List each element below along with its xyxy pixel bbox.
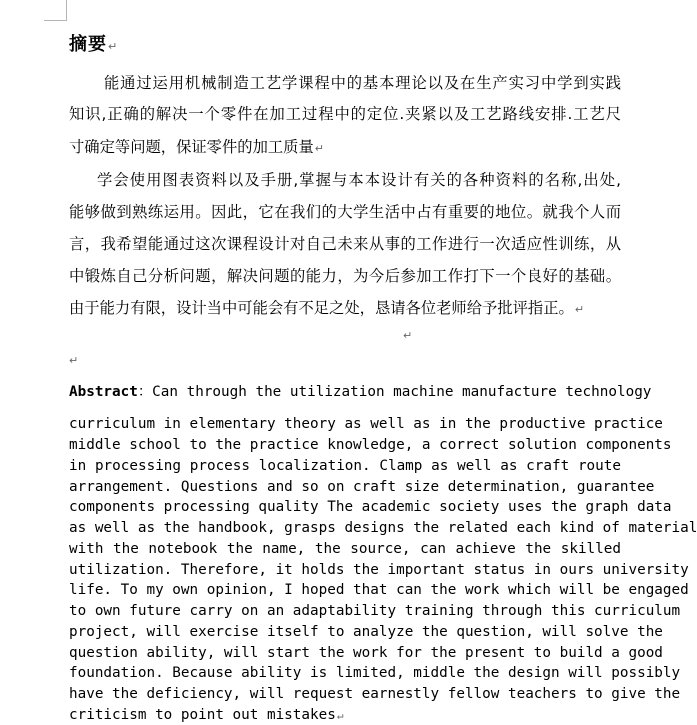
- cn-paragraph-2-line-4: 中锻炼自己分析问题，解决问题的能力，为今后参加工作打下一个良好的基础。: [69, 267, 621, 285]
- abstract-line: middle school to the practice knowledge, a correct solution components: [69, 437, 672, 453]
- abstract-line: foundation. Because ability is limited, middle the design will possibly: [69, 665, 681, 681]
- abstract-line: have the deficiency, will request earnestly fellow teachers to give the: [69, 686, 681, 702]
- cn-paragraph-1-line-2: 知识,正确的解决一个零件在加工过程中的定位.夹紧以及工艺路线安排.工艺尺: [69, 105, 621, 123]
- abstract-line: life. To my own opinion, I hoped that can the work which will be engaged: [69, 582, 689, 598]
- abstract-line: to own future carry on an adaptability training through this curriculum: [69, 603, 681, 619]
- abstract-line: arrangement. Questions and so on craft size determination, guarantee: [69, 479, 655, 495]
- abstract-line: question ability, will start the work for the present to build a good: [69, 645, 663, 661]
- abstract-line: utilization. Therefore, it holds the important status in ours university: [69, 562, 689, 578]
- abstract-line: components processing quality The academic society uses the graph data: [69, 499, 672, 515]
- paragraph-mark-icon: ↵: [108, 40, 119, 53]
- abstract-heading-cn: [69, 30, 118, 56]
- abstract-first-line-text: Can through the utilization machine manufacture technology: [152, 384, 652, 400]
- cn-paragraph-2-line-2: 能够做到熟练运用。因此，它在我们的大学生活中占有重要的地位。就我个人而: [69, 203, 621, 221]
- paragraph-mark-icon: ↵: [403, 329, 413, 342]
- abstract-line: curriculum in elementary theory as well as in the productive practice: [69, 416, 663, 432]
- cn-paragraph-2-line-5-text: 由于能力有限，设计当中可能会有不足之处，恳请各位老师给予批评指正。: [69, 299, 574, 317]
- page-margin-corner-mark: [44, 0, 67, 21]
- abstract-line: as well as the handbook, grasps designs the related each kind of material: [69, 520, 697, 536]
- paragraph-mark-icon: ↵: [336, 709, 344, 722]
- abstract-line-1: [69, 383, 652, 401]
- cn-paragraph-2-line-5: [69, 298, 621, 320]
- cn-paragraph-1-line-1: 能通过运用机械制造工艺学课程中的基本理论以及在生产实习中学到实践: [104, 74, 621, 92]
- paragraph-mark-icon: ↵: [314, 142, 324, 155]
- cn-paragraph-2-line-3: 言，我希望能通过这次课程设计对自己未来从事的工作进行一次适应性训练，从: [69, 235, 621, 253]
- abstract-last-line-text: criticism to point out mistakes: [69, 707, 336, 723]
- cn-paragraph-2-line-1: 学会使用图表资料以及手册,掌握与本本设计有关的各种资料的名称,出处,: [97, 171, 621, 189]
- abstract-line: project, will exercise itself to analyze the question, will solve the: [69, 624, 663, 640]
- heading-text: 摘要: [69, 34, 107, 55]
- cn-paragraph-1-line-3: [69, 137, 621, 159]
- abstract-line-last: [69, 706, 621, 725]
- cn-paragraph-1-line-3-text: 寸确定等问题，保证零件的加工质量: [69, 138, 314, 156]
- abstract-separator: ：: [137, 384, 153, 400]
- paragraph-mark-icon: ↵: [574, 303, 585, 316]
- abstract-line: in processing process localization. Clamp as well as craft route: [69, 458, 621, 474]
- paragraph-mark-icon: ↵: [69, 354, 79, 367]
- abstract-line: with the notebook the name, the source, can achieve the skilled: [69, 541, 621, 557]
- abstract-label: Abstract: [69, 384, 138, 400]
